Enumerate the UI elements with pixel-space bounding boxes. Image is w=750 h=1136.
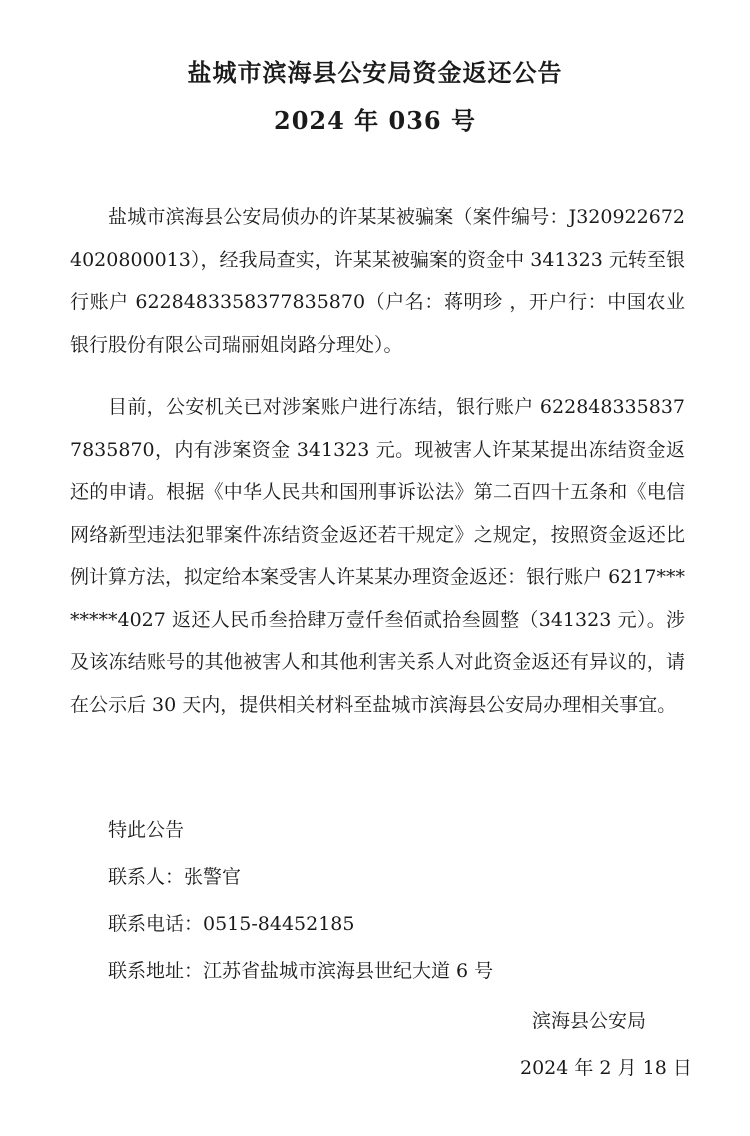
document-title: 盐城市滨海县公安局资金返还公告 [187,58,563,87]
issuing-organization: 滨海县公安局 [532,1010,647,1032]
contact-person: 联系人：张警官 [108,866,242,888]
closing-notice: 特此公告 [108,819,185,841]
contact-phone: 联系电话：0515-84452185 [108,913,355,935]
document-number: 2024 年 036 号 [274,106,476,135]
contact-address: 联系地址：江苏省盐城市滨海县世纪大道 6 号 [108,960,494,982]
case-description-paragraph: 盐城市滨海县公安局侦办的许某某被骗案（案件编号：J3209226724020800013），经我局查实，许某某被骗案的资金中 341323 元转至银行账户 6228483358377835870（户名：蒋明珍 ，开户行：中国农业银行股份有限公司瑞丽姐岗路分理处）。 [70,206,685,356]
refund-details-paragraph: 目前，公安机关已对涉案账户进行冻结，银行账户 6228483358377835870，内有涉案资金 341323 元。现被害人许某某提出冻结资金返还的申请。根据《中华人民共和国刑事诉讼法》第二百四十五条和《电信网络新型违法犯罪案件冻结资金返还若干规定》之规定，按照资金返还比例计算方法，拟定给本案受害人许某某办理资金返还：银行账户 6217********4027 返还人民币叁拾肆万壹仟叁佰贰拾叁圆整（341323 元）。涉及该冻结账号的其他被害人和其他利害关系人对此资金返还有异议的，请在公示后 30 天内，提供相关材料至盐城市滨海县公安局办理相关事宜。 [70,396,685,716]
issue-date: 2024 年 2 月 18 日 [520,1057,692,1079]
